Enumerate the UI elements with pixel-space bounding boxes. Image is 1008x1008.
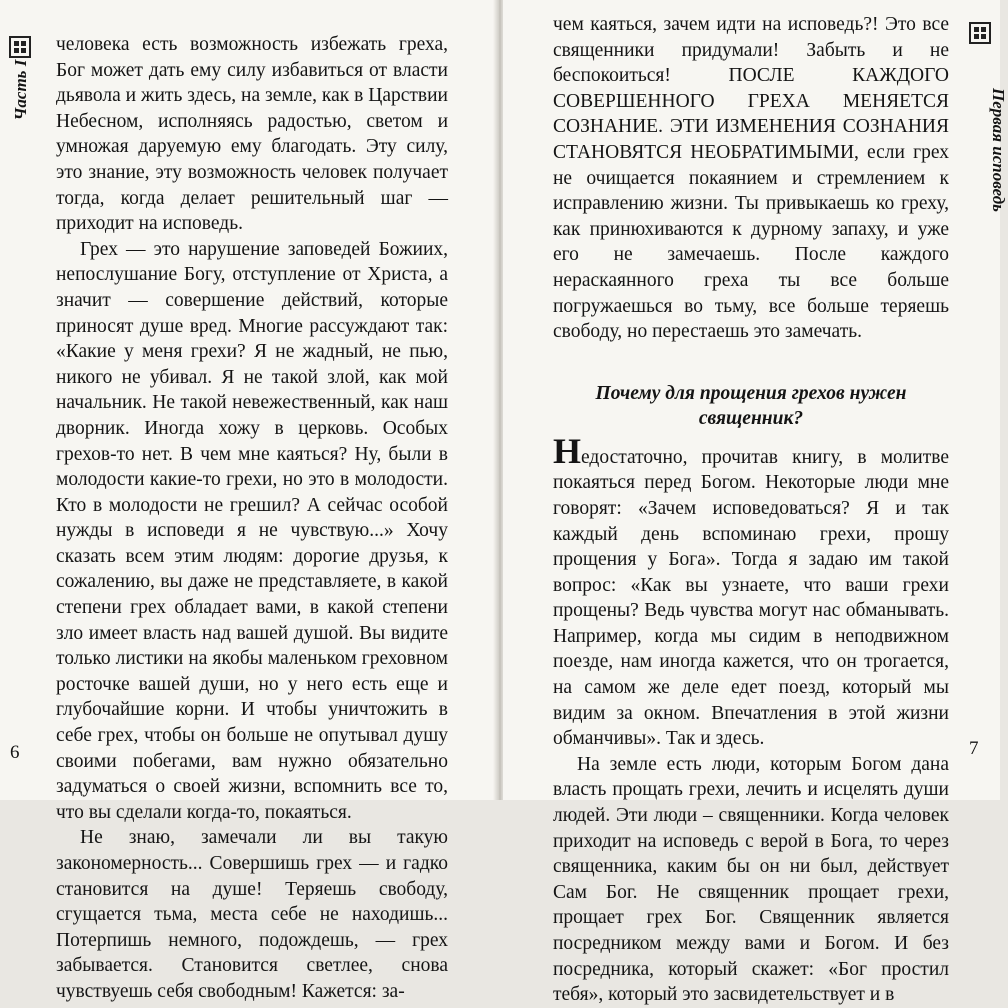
running-head-right: Первая исповедь (989, 88, 1008, 212)
right-page (503, 0, 1008, 1006)
left-page (0, 0, 497, 1002)
paragraph: человека есть возможность избежать греха, Бог может дать ему силу избавиться от власти дьявола и жить здесь, на земле, как в Царствии Небесном, исполняясь радостью, светом и умножая даруемую ему благодать. Эту силу, это знание, эту возможность человек получает тогда, когда делает решительный шаг — приходит на исповедь. (56, 34, 448, 235)
paragraph: чем каяться, зачем идти на исповедь?! Это все священники придумали! Забыть и не беспокоиться! ПОСЛЕ КАЖДОГО СОВЕРШЕННОГО ГРЕХА МЕНЯЕТСЯ СОЗНАНИЕ. ЭТИ ИЗМЕНЕНИЯ СОЗНАНИЯ СТАНОВЯТСЯ НЕОБРАТИМЫМИ, если грех не очищается покаянием и стремлением к исправлению жизни. Ты привыкаешь ко греху, как принюхиваются к дурному запаху, и уже его не замечаешь. После каждого нераскаянного греха ты все больше погружаешься во тьму, все больше теряешь свободу, но перестаешь это замечать. (553, 14, 949, 343)
left-page-text (56, 32, 448, 1005)
ornament-icon (969, 22, 991, 44)
page-number-right: 7 (969, 738, 979, 759)
paragraph: Не знаю, замечали ли вы такую закономерность... Совершишь грех — и гадко становится на душе! Теряешь свободу, сгущается тьма, места себе не находишь... Потерпишь немного, подождешь, — грех забывается. Становится светлее, снова чувствуешь себя свободным! Кажется: за- (56, 827, 448, 1002)
page-number-left: 6 (10, 742, 20, 763)
paragraph-text: едостаточно, прочитав книгу, в молитве покаяться перед Богом. Некоторые люди мне говорят: «Зачем исповедоваться? Я и так каждый день вспоминаю грехи, прошу прощения у Бога». Тогда я задаю им такой вопрос: «Как вы узнаете, что ваши грехи прощены? Ведь чувства могут нас обманывать. Например, когда мы сидим в неподвижном поезде, нам иногда кажется, что он трогается, на самом же деле едет поезд, который мы видим за окном. Впечатления в этой жизни обманчивы». Так и здесь. (553, 446, 949, 750)
paragraph: Грех — это нарушение заповедей Божиих, непослушание Богу, отступление от Христа, а значит — совершение действий, которые приносят душе вред. Многие рассуждают так: «Какие у меня грехи? Я не жадный, не пью, никого не убивал. Я не такой злой, как мой начальник. Не такой невежественный, как наш дворник. Иногда хожу в церковь. Особых грехов-то нет. В чем мне каяться? Ну, были в молодости какие-то грехи, но это в молодости. Кто в молодости не грешил? А сейчас особой нужды в исповеди я не чувствую...» Хочу сказать всем этим людям: дорогие друзья, к сожалению, вы даже не представляете, в какой степени грех обладает вами, в какой степени зло имеет власть над вашей душой. Вы видите только листики на якобы маленьком греховном росточке вашей души, но у него есть еще и глубочайшие корни. И чтобы уничтожить в себе грех, чтобы он больше не опутывал душу своими побегами, вам нужно обязательно задуматься о своей жизни, вспомнить все то, что вы сделали когда-то, покаяться. (56, 238, 448, 823)
paragraph: На земле есть люди, которым Богом дана власть прощать грехи, лечить и исцелять души людей. Эти люди – священники. Когда человек приходит на исповедь с верой в Бога, то через священника, каким бы он ни был, действует Сам Бог. Не священник прощает грехи, прощает грех Бог. Священник является посредником между вами и Богом. И без посредника, который скажет: «Бог простил тебя», который это засвидетельствует и в (553, 753, 949, 1006)
right-page-text (553, 12, 949, 1008)
paragraph (553, 430, 949, 752)
running-head-left: Часть I (11, 59, 30, 121)
section-heading: Почему для прощения грехов нужен священник? (595, 382, 907, 429)
drop-cap: Н (553, 430, 582, 471)
